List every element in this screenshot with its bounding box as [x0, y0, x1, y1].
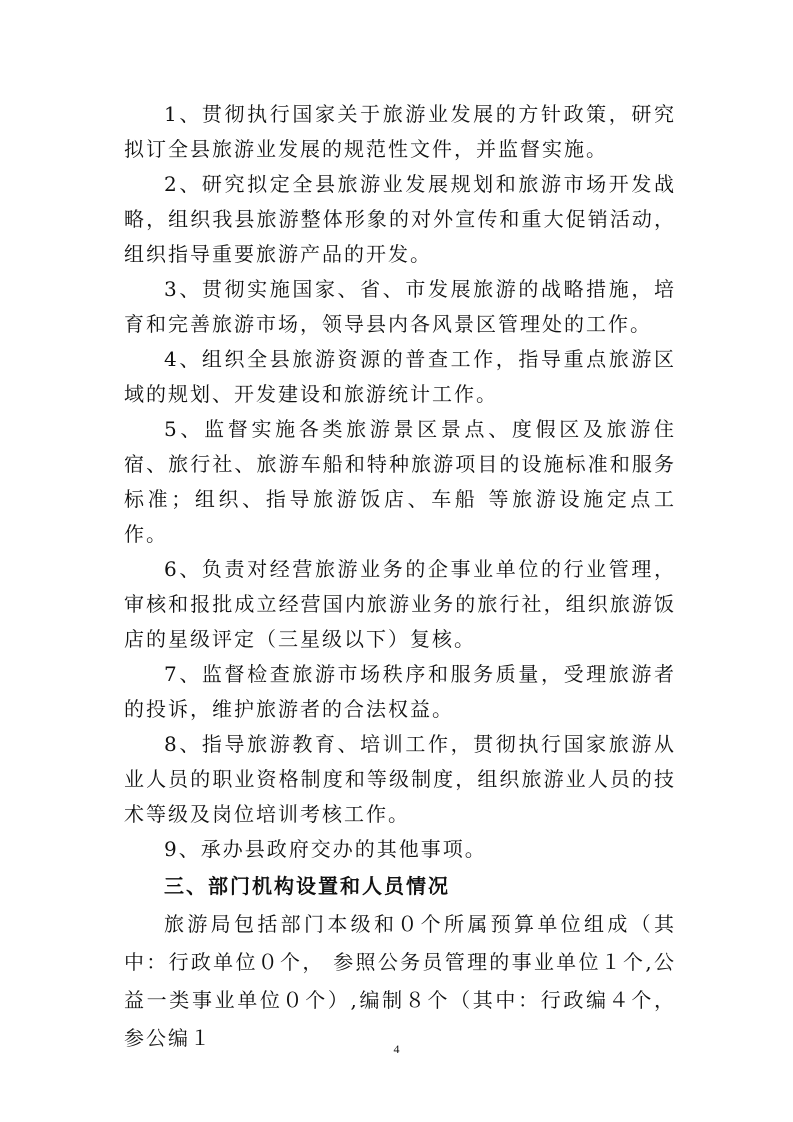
duty-item-1: 1、贯彻执行国家关于旅游业发展的方针政策，研究拟订全县旅游业发展的规范性文件，并监督实施。 — [124, 102, 676, 161]
duty-item-8: 8、指导旅游教育、培训工作，贯彻执行国家旅游从业人员的职业资格制度和等级制度，组织旅游业人员的技术等级及岗位培训考核工作。 — [124, 732, 676, 826]
duty-item-7: 7、监督检查旅游市场秩序和服务质量，受理旅游者的投诉，维护旅游者的合法权益。 — [124, 662, 676, 721]
duty-item-4: 4、组织全县旅游资源的普查工作，指导重点旅游区域的规划、开发建设和旅游统计工作。 — [124, 347, 676, 406]
duty-item-5: 5、监督实施各类旅游景区景点、度假区及旅游住宿、旅行社、旅游车船和特种旅游项目的设施标准和服务标准；组织、指导旅游饭店、车船 等旅游设施定点工作。 — [124, 417, 676, 546]
duty-item-3: 3、贯彻实施国家、省、市发展旅游的战略措施，培育和完善旅游市场，领导县内各风景区管理处的工作。 — [124, 277, 676, 336]
page-number: 4 — [393, 1042, 400, 1056]
section-paragraph: 旅游局包括部门本级和０个所属预算单位组成（其中：行政单位０个， 参照公务员管理的事业单位１个,公益一类事业单位０个）,编制８个（其中：行政编４个，参公编１ — [124, 912, 676, 1050]
duty-item-9: 9、承办县政府交办的其他事项。 — [164, 837, 487, 861]
duty-item-2: 2、研究拟定全县旅游业发展规划和旅游市场开发战略，组织我县旅游整体形象的对外宣传和重大促销活动，组织指导重要旅游产品的开发。 — [124, 172, 676, 266]
section-heading: 三、部门机构设置和人员情况 — [164, 874, 450, 898]
document-body — [124, 97, 676, 1057]
duty-item-6: 6、负责对经营旅游业务的企事业单位的行业管理，审核和报批成立经营国内旅游业务的旅行社，组织旅游饭店的星级评定（三星级以下）复核。 — [124, 557, 676, 651]
